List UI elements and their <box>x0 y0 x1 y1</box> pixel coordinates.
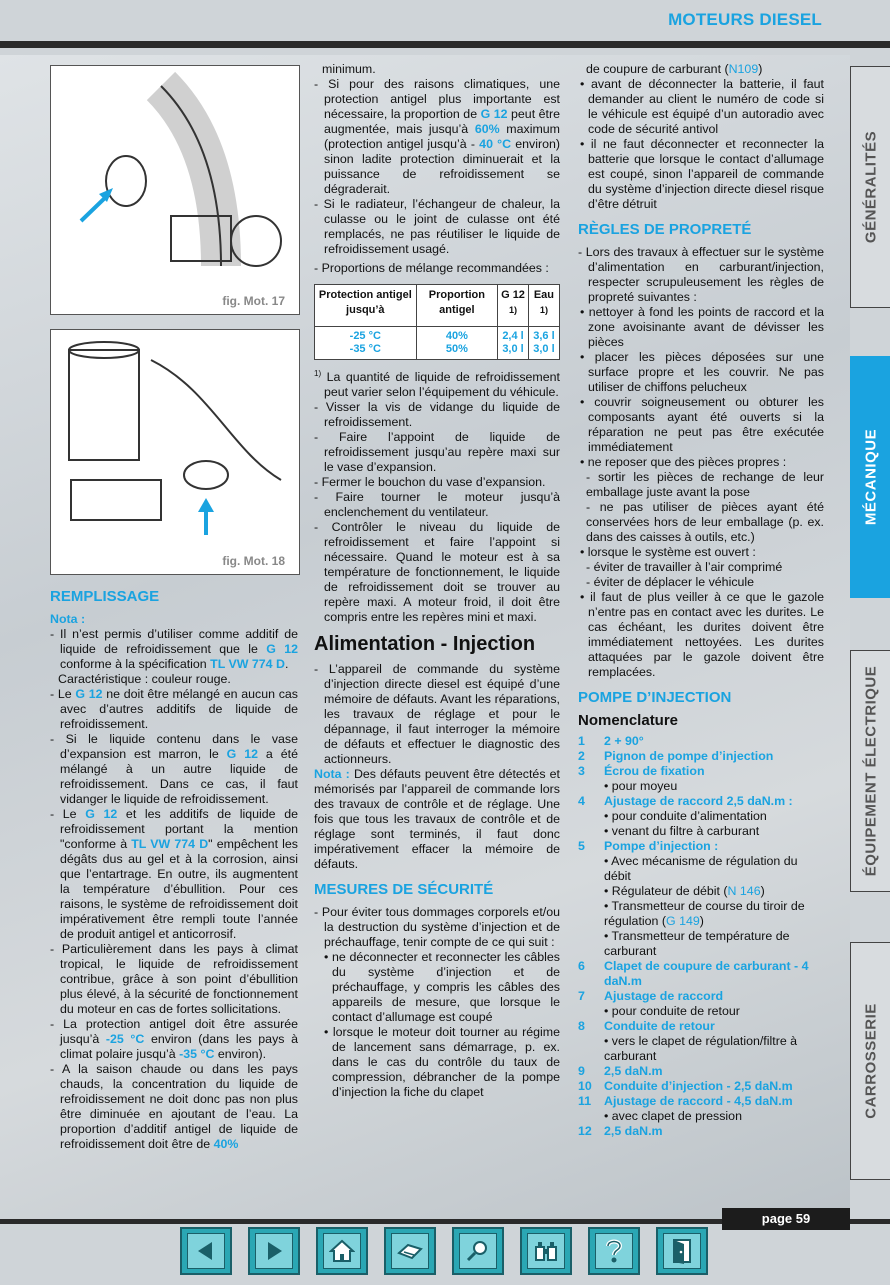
mixture-table <box>314 284 560 360</box>
sub-item: • pour moyeu <box>604 779 678 793</box>
bullet-item: • avant de déconnecter la batterie, il faut demander au client le numéro de code si le véhicule est équipé d’un autoradio avec code de sécurité antivol <box>580 77 824 136</box>
section-title-alimentation: Alimentation - Injection <box>314 632 536 655</box>
sub-item: • venant du filtre à carburant <box>604 824 760 838</box>
bullet-item: • lorsque le moteur doit tourner au régime de lancement sans démarrage, p. ex. dans le cas du contrôle du taux de compression, débrancher de la pompe d’injection la fiche du clapet <box>324 1024 560 1099</box>
arrow-right-icon <box>255 1233 293 1269</box>
figure-caption: fig. Mot. 17 <box>222 294 285 308</box>
figure-mot-17 <box>50 65 300 315</box>
table-header: Protection antigel jusqu’à <box>315 285 417 327</box>
paragraph: - Si le liquide contenu dans le vase d’expansion est marron, le G 12 a été mélangé à un autre liquide de refroidissement. Dans ce cas, il faut vidanger le liquide de refroidissement. <box>50 732 298 806</box>
list-item: 12 2,5 daN.m <box>578 1124 663 1138</box>
table-cell: 2,4 l 3,0 l <box>498 326 529 359</box>
search-button[interactable] <box>452 1227 504 1275</box>
bullet-item: • nettoyer à fond les points de raccord et la zone avoisinante avant de dévisser les pièces <box>580 305 824 349</box>
footnote: $^{1)}$ La quantité de liquide de refroidissement peut varier selon l’équipement du véhicule. <box>314 368 560 399</box>
paragraph: - Il n’est permis d’utiliser comme additif de liquide de refroidissement que le G 12 conforme à la spécification TL VW 774 D. <box>50 627 298 671</box>
paragraph: - Lors des travaux à effectuer sur le système d’alimentation en carburant/injection, respecter scrupuleusement les règles de propreté suivantes : <box>578 245 824 304</box>
engine-photo-17 <box>51 66 299 314</box>
column-2 <box>314 62 560 1100</box>
table-header: G 12 $^{1)}$ <box>498 285 529 327</box>
sub-item: • Régulateur de débit (N 146) <box>604 884 765 898</box>
subheading-nomenclature: Nomenclature <box>578 712 679 729</box>
sub-item: • avec clapet de pression <box>604 1109 742 1123</box>
paragraph: de coupure de carburant (N109) <box>586 62 763 76</box>
sub-item: • Avec mécanisme de régulation du débit <box>604 854 798 883</box>
table-cell: -25 °C -35 °C <box>315 326 417 359</box>
bullet-item: • il faut de plus veiller à ce que le gazole n’entre pas en contact avec les durites. Le cas échéant, les durites doivent être immédiatement nettoyées. Les durites attaquées par le gazole doivent être remplacées. <box>580 590 824 679</box>
table-row <box>315 326 560 359</box>
column-3 <box>578 62 824 1139</box>
list-item: 1 2 + 90° <box>578 734 644 748</box>
list-item: 8 Conduite de retour <box>578 1019 715 1033</box>
printer-icon <box>391 1233 429 1269</box>
print-button[interactable] <box>384 1227 436 1275</box>
sub-item: • pour conduite d’alimentation <box>604 809 767 823</box>
nomenclature-list <box>578 734 824 1139</box>
table-header: Eau $^{1)}$ <box>528 285 559 327</box>
nota-label: Nota : <box>50 612 86 626</box>
paragraph: - Visser la vis de vidange du liquide de refroidissement. <box>314 399 560 429</box>
sub-item: • Transmetteur de course du tiroir de régulation (G 149) <box>604 899 805 928</box>
paragraph: Caractéristique : couleur rouge. <box>58 672 231 686</box>
section-heading-proprete: RÈGLES DE PROPRETÉ <box>578 221 752 238</box>
help-button[interactable] <box>588 1227 640 1275</box>
binoculars-icon <box>527 1233 565 1269</box>
list-item: 9 2,5 daN.m <box>578 1064 663 1078</box>
figure-caption: fig. Mot. 18 <box>222 554 285 568</box>
list-item: 5 Pompe d’injection : <box>578 839 719 853</box>
home-icon <box>323 1233 361 1269</box>
bullet-item: • placer les pièces déposées sur une surface propre et les couvrir. Ne pas utiliser de chiffons pelucheux <box>580 350 824 394</box>
navigation-bar <box>180 1227 710 1277</box>
help-icon <box>595 1233 633 1269</box>
sub-item: • vers le clapet de régulation/filtre à carburant <box>604 1034 798 1063</box>
paragraph: - Faire l’appoint de liquide de refroidissement jusqu’au repère maxi sur le vase d’expansion. <box>314 429 560 474</box>
dash-item: - éviter de travailler à l’air comprimé <box>586 560 783 574</box>
section-heading-remplissage: REMPLISSAGE <box>50 588 160 605</box>
list-item: 6 Clapet de coupure de carburant - 4 daN.m <box>578 959 809 988</box>
paragraph: - Particulièrement dans les pays à climat tropical, le liquide de refroidissement contribue, grâce à son point d’ébullition plus élevé, à la sécurité de fonctionnement du moteur en cas de fortes sollicitations. <box>50 942 298 1016</box>
column-1 <box>50 583 298 1152</box>
header-rule <box>0 41 890 48</box>
paragraph: - L’appareil de commande du système d’injection directe diesel est équipé d’une mémoire de défauts. Avant les réparations, les travaux de réglage et pour le dépannage, il faut interroger la mémoire de défauts et effectuer le diagnostic des actionneurs. <box>314 661 560 766</box>
section-heading-securite: MESURES DE SÉCURITÉ <box>314 880 494 898</box>
list-item: 2 Pignon de pompe d’injection <box>578 749 774 763</box>
table-cell: 3,6 l 3,0 l <box>528 326 559 359</box>
bullet-item: • il ne faut déconnecter et reconnecter la batterie que lorsque le contact d’allumage est coupé, sinon l’appareil de commande du système d’injection directe diesel risque d’être détruit <box>580 137 824 211</box>
sub-item: • pour conduite de retour <box>604 1004 740 1018</box>
engine-photo-18 <box>51 330 299 574</box>
paragraph: - Faire tourner le moteur jusqu’à enclenchement du ventilateur. <box>314 489 560 519</box>
list-item: 3 Écrou de fixation <box>578 764 705 778</box>
binoculars-button[interactable] <box>520 1227 572 1275</box>
tab-equipement-electrique[interactable]: ÉQUIPEMENT ÉLECTRIQUE <box>850 650 890 892</box>
section-heading-pompe: POMPE D’INJECTION <box>578 689 732 706</box>
list-item: 7 Ajustage de raccord <box>578 989 724 1003</box>
tab-generalites[interactable]: GÉNÉRALITÉS <box>850 66 890 308</box>
tab-carrosserie[interactable]: CARROSSERIE <box>850 942 890 1180</box>
paragraph: minimum. <box>322 62 376 76</box>
paragraph: - Si pour des raisons climatiques, une protection antigel plus importante est nécessaire, la proportion de G 12 peut être augmentée, mais jusqu’à 60% maximum (protection antigel jusqu’à - 40 °C environ) sinon ladite protection diminuerait et la puissance de refroidissement se dégraderait. <box>314 77 561 196</box>
dash-item: - sortir les pièces de rechange de leur emballage juste avant la pose <box>586 470 824 499</box>
paragraph: - Pour éviter tous dommages corporels et/ou la destruction du système d’injection et de préchauffage, tenir compte de ce qui suit : <box>314 904 560 949</box>
dash-item: - ne pas utiliser de pièces ayant été conservées hors de leur emballage (p. ex. dans des caisses à outils, etc.) <box>586 500 824 544</box>
paragraph: - Proportions de mélange recommandées : <box>314 261 549 275</box>
table-header: Proportion antigel <box>416 285 498 327</box>
arrow-left-icon <box>187 1233 225 1269</box>
tab-mecanique[interactable]: MÉCANIQUE <box>850 356 890 598</box>
bullet-item: • ne déconnecter et reconnecter les câbles du système d’injection et de préchauffage, y compris les câbles des appareils de mesure, que lorsque le contact d’allumage est coupé <box>324 949 560 1024</box>
exit-icon <box>663 1233 701 1269</box>
paragraph: - Fermer le bouchon du vase d’expansion. <box>314 474 546 489</box>
paragraph: - Si le radiateur, l’échangeur de chaleur, la culasse ou le joint de culasse ont été remplacés, ne pas réutiliser le liquide de refroidissement usagé. <box>314 197 560 256</box>
next-page-button[interactable] <box>248 1227 300 1275</box>
home-button[interactable] <box>316 1227 368 1275</box>
bullet-item: • lorsque le système est ouvert : <box>580 545 756 559</box>
bullet-item: • ne reposer que des pièces propres : <box>580 455 787 469</box>
sub-item: • Transmetteur de température de carburant <box>604 929 790 958</box>
paragraph: - La protection antigel doit être assurée jusqu’à -25 °C environ (dans les pays à climat polaire jusqu’à -35 °C environ). <box>50 1017 298 1061</box>
search-icon <box>459 1233 497 1269</box>
list-item: 10 Conduite d’injection - 2,5 daN.m <box>578 1079 793 1093</box>
page-number: page 59 <box>722 1208 850 1230</box>
paragraph: - Le G 12 ne doit être mélangé en aucun cas avec d’autres additifs de liquide de refroidissement. <box>50 687 298 731</box>
list-item: 4 Ajustage de raccord 2,5 daN.m : <box>578 794 793 808</box>
figure-mot-18 <box>50 329 300 575</box>
paragraph: - Le G 12 et les additifs de liquide de refroidissement portant la mention "conforme à TL VW 774 D" empêchent les dégâts dus au gel et à la corrosion, ainsi que l’entartrage. En outre, ils augmentent la température d’ébullition. Pour ces raisons, le système de refroidissement doit impérativement être rempli toute l’année de produit antigel et anticorrosif. <box>50 807 299 941</box>
paragraph: - Contrôler le niveau du liquide de refroidissement et faire l’appoint si nécessaire. Quand le moteur est à sa température de fonctionnement, le liquide de refroidissement doit se trouver au repère maxi. A moteur froid, il doit être compris entre les repères mini et maxi. <box>314 519 560 624</box>
nota-paragraph: Nota : Des défauts peuvent être détectés et mémorisés par l’appareil de commande lors des travaux de contrôle et de réglage. Une fois que tous les travaux de contrôle et de réglage sont terminés, il faut donc impérativement effacer la mémoire de défauts. <box>314 766 560 871</box>
table-cell: 40% 50% <box>416 326 498 359</box>
dash-item: - éviter de déplacer le véhicule <box>586 575 755 589</box>
previous-page-button[interactable] <box>180 1227 232 1275</box>
list-item: 11 Ajustage de raccord - 4,5 daN.m <box>578 1094 793 1108</box>
bullet-item: • couvrir soigneusement ou obturer les composants ayant été ouverts si la réparation ne peut pas être exécutée immédiatement <box>580 395 824 454</box>
exit-button[interactable] <box>656 1227 708 1275</box>
header-title: MOTEURS DIESEL <box>668 10 822 29</box>
paragraph: - A la saison chaude ou dans les pays chauds, la concentration du liquide de refroidissement ne doit donc pas non plus être diminuée en ajoutant de l’eau. La proportion d’additif antigel de liquide de refroidissement doit être de 40% <box>50 1062 298 1151</box>
